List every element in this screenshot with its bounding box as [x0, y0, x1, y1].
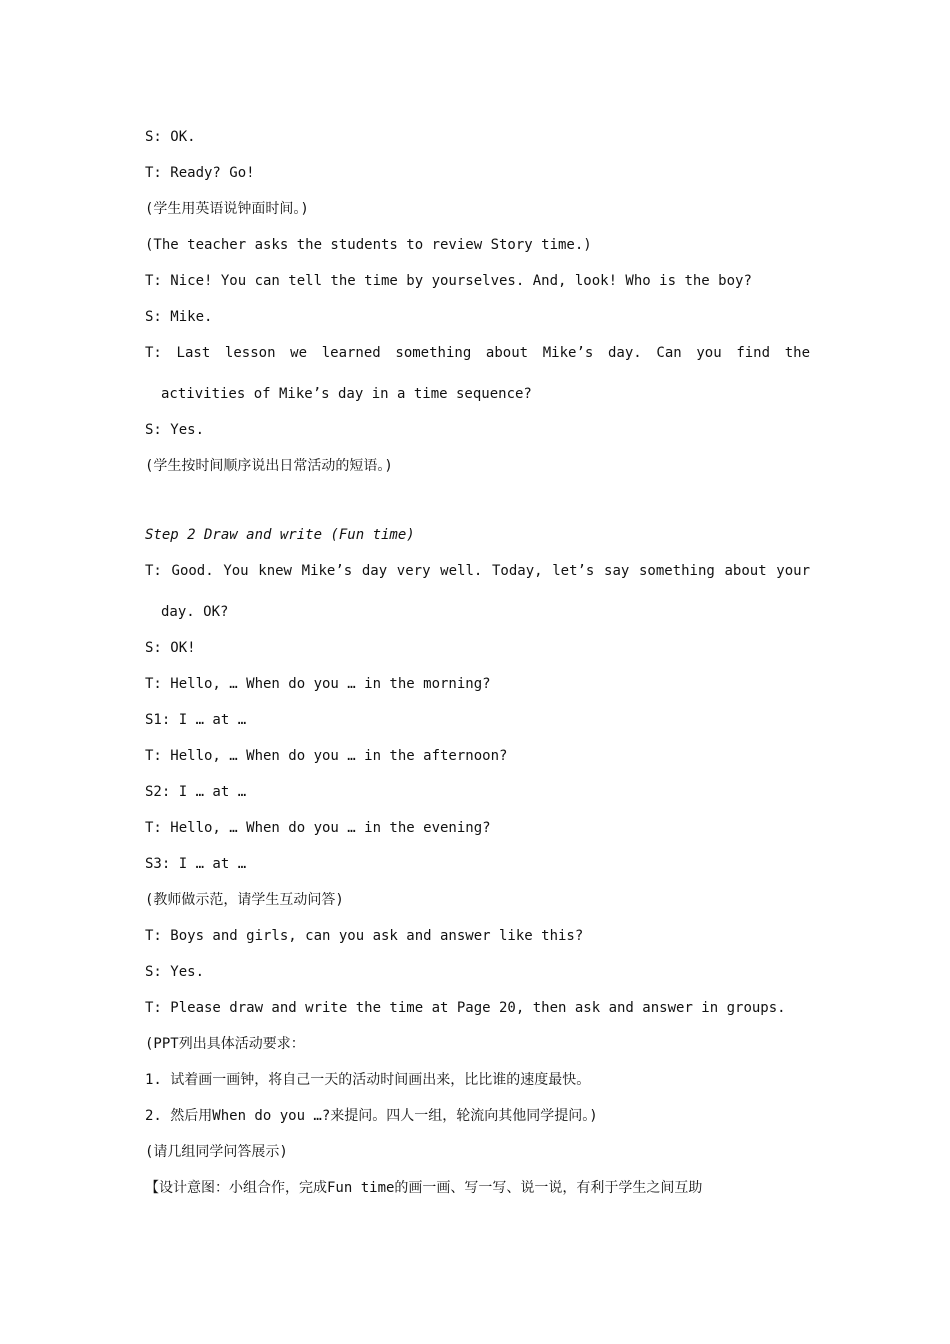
dialogue-line: S3: I … at … — [145, 856, 247, 872]
dialogue-line-continuation: day. OK? — [161, 604, 229, 620]
stage-note: (The teacher asks the students to review Story time.) — [145, 237, 592, 253]
stage-note: (学生用英语说钟面时间。) — [145, 201, 309, 217]
dialogue-line: T: Nice! You can tell the time by yourselves. And, look! Who is the boy? — [145, 273, 752, 289]
stage-note: (请几组同学问答展示) — [145, 1144, 288, 1160]
dialogue-line: T: Hello, … When do you … in the evening? — [145, 820, 491, 836]
dialogue-line: T: Hello, … When do you … in the morning? — [145, 676, 491, 692]
activity-requirement: 2. 然后用When do you …?来提问。四人一组，轮流向其他同学提问。) — [145, 1108, 598, 1124]
dialogue-line: S: OK. — [145, 129, 196, 145]
stage-note: (教师做示范，请学生互动问答) — [145, 892, 344, 908]
activity-requirement: 1. 试着画一画钟，将自己一天的活动时间画出来，比比谁的速度最快。 — [145, 1072, 591, 1088]
step-heading: Step 2 Draw and write (Fun time) — [145, 527, 415, 543]
stage-note: (学生按时间顺序说出日常活动的短语。) — [145, 458, 393, 474]
stage-note: (PPT列出具体活动要求： — [145, 1036, 305, 1052]
dialogue-line: T: Last lesson we learned something about Mike’s day. Can you find the — [145, 345, 810, 361]
dialogue-line: S: Yes. — [145, 964, 205, 980]
dialogue-line: T: Good. You knew Mike’s day very well. Today, let’s say something about your — [145, 563, 810, 579]
dialogue-line: T: Ready? Go! — [145, 165, 255, 181]
dialogue-line: S: OK! — [145, 640, 196, 656]
dialogue-line: T: Boys and girls, can you ask and answer like this? — [145, 928, 584, 944]
dialogue-line: T: Hello, … When do you … in the afternoon? — [145, 748, 508, 764]
dialogue-line: S2: I … at … — [145, 784, 247, 800]
dialogue-line: S1: I … at … — [145, 712, 247, 728]
dialogue-line: S: Mike. — [145, 309, 213, 325]
dialogue-line: S: Yes. — [145, 422, 205, 438]
dialogue-line-continuation: activities of Mike’s day in a time sequence? — [161, 386, 532, 402]
dialogue-line: T: Please draw and write the time at Page 20, then ask and answer in groups. — [145, 1000, 786, 1016]
design-intent: 【设计意图：小组合作，完成Fun time的画一画、写一写、说一说，有利于学生之间互助 — [145, 1180, 703, 1196]
